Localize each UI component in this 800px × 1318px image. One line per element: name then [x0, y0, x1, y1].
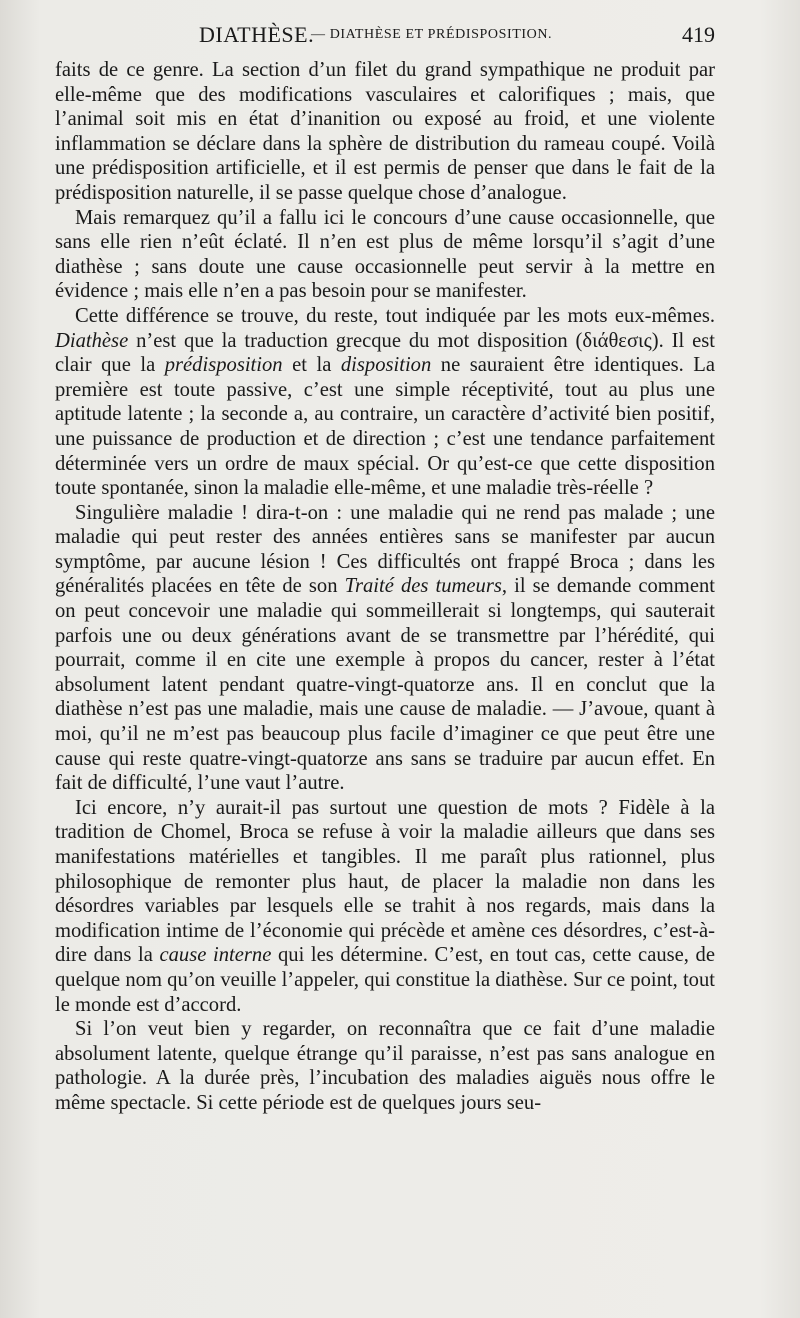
paragraph: [55, 501, 715, 796]
text-run: Mais remarquez qu’il a fallu ici le concours d’une cause occasionnelle, que sans elle rien n’eût éclaté. Il n’en est plus de même lorsqu’il s’agit d’une diathèse ; sans doute une cause occasionnelle peut servir à la mettre en évidence ; mais elle n’en a pas besoin pour se manifester.: [55, 206, 715, 303]
text-run: Si l’on veut bien y regarder, on reconnaîtra que ce fait d’une maladie absolument latente, quelque étrange qu’il paraisse, n’est pas sans analogue en pathologie. A la durée près, l’incubation des maladies aiguës nous offre le même spectacle. Si cette période est de quelques jours seu-: [55, 1018, 715, 1114]
text-run: Ici encore, n’y aurait-il pas surtout une question de mots ? Fidèle à la tradition de Chomel, Broca se refuse à voir la maladie ailleurs que dans ses manifestations matérielles et tangibles. Il me paraît plus rationnel, plus philosophique de remonter plus haut, de placer la maladie non dans les désordres variables par lesquels elle se trahit à nos regards, mais dans la modification intime de l’économie qui précède et amène ces désordres, c’est-à-dire dans la: [55, 796, 715, 967]
running-head-title: DIATHÈSE.: [199, 22, 315, 47]
text-run: Cette différence se trouve, du reste, tout indiquée par les mots eux-mêmes.: [75, 304, 715, 327]
paragraph: [55, 304, 715, 501]
italic-text: cause interne: [159, 944, 272, 967]
text-run: n’est que la traduction grecque du mot disposition (διάθεσις). Il est clair que la: [55, 329, 715, 377]
paragraph: [55, 58, 715, 206]
text-run: qui les détermine. C’est, en tout cas, cette cause, de quelque nom qu’on veuille l’appeler, qui constitue la diathèse. Sur ce point, tout le monde est d’accord.: [55, 944, 715, 1016]
body-text: [55, 58, 715, 1116]
italic-text: disposition: [340, 354, 432, 377]
paragraph: [55, 206, 715, 304]
text-run: et la: [282, 354, 341, 377]
running-head: [55, 22, 715, 52]
running-head-subtitle: — DIATHÈSE ET PRÉDISPOSITION.: [311, 27, 553, 42]
text-run: Singulière maladie ! dira-t-on : une maladie qui ne rend pas malade ; une maladie qui peut rester des années entières sans se manifester par aucun symptôme, par aucune lésion ! Ces difficultés ont frappé Broca ; dans les généralités placées en tête de son: [55, 501, 715, 598]
italic-text: Diathèse: [55, 329, 129, 352]
italic-text: prédisposition: [164, 354, 283, 377]
text-run: , il se demande comment on peut concevoir une maladie qui sommeillerait si longtemps, qui sauterait parfois une ou deux générations avant de se transmettre par l’hérédité, qui pourrait, comme il en cite une exemple à propos du cancer, rester à l’état absolument latent pendant quatre-vingt-quatorze ans. Il en conclut que la diathèse n’est pas une maladie, mais une cause de maladie. — J’avoue, quant à moi, qu’il ne m’est pas beaucoup plus facile d’imaginer ce que peut être une cause qui reste quatre-vingt-quatorze ans sans se traduire par aucun effet. En fait de difficulté, l’une vaut l’autre.: [55, 575, 715, 795]
text-run: ne sauraient être identiques. La première est toute passive, c’est une simple réceptivité, tout au plus une aptitude latente ; la seconde a, au contraire, un caractère d’activité bien positif, une puissance de production et de direction ; c’est une tendance parfaitement déterminée vers un ordre de maux spécial. Or qu’est-ce que cette disposition toute spontanée, sinon la maladie elle-même, et une maladie très-réelle ?: [55, 354, 716, 500]
paragraph: [55, 796, 715, 1017]
paragraph: [55, 1017, 715, 1115]
page-number: 419: [682, 22, 715, 47]
italic-text: Traité des tumeurs: [344, 575, 502, 598]
text-run: faits de ce genre. La section d’un filet du grand sympathique ne produit par elle-même que des modifications vasculaires et calorifiques ; mais, que l’animal soit mis en état d’inanition ou exposé au froid, et une violente inflammation se déclare dans la sphère de distribution du rameau coupé. Voilà une prédisposition artificielle, et il est permis de penser que dans le fait de la prédisposition naturelle, il se passe quelque chose d’analogue.: [55, 59, 715, 204]
